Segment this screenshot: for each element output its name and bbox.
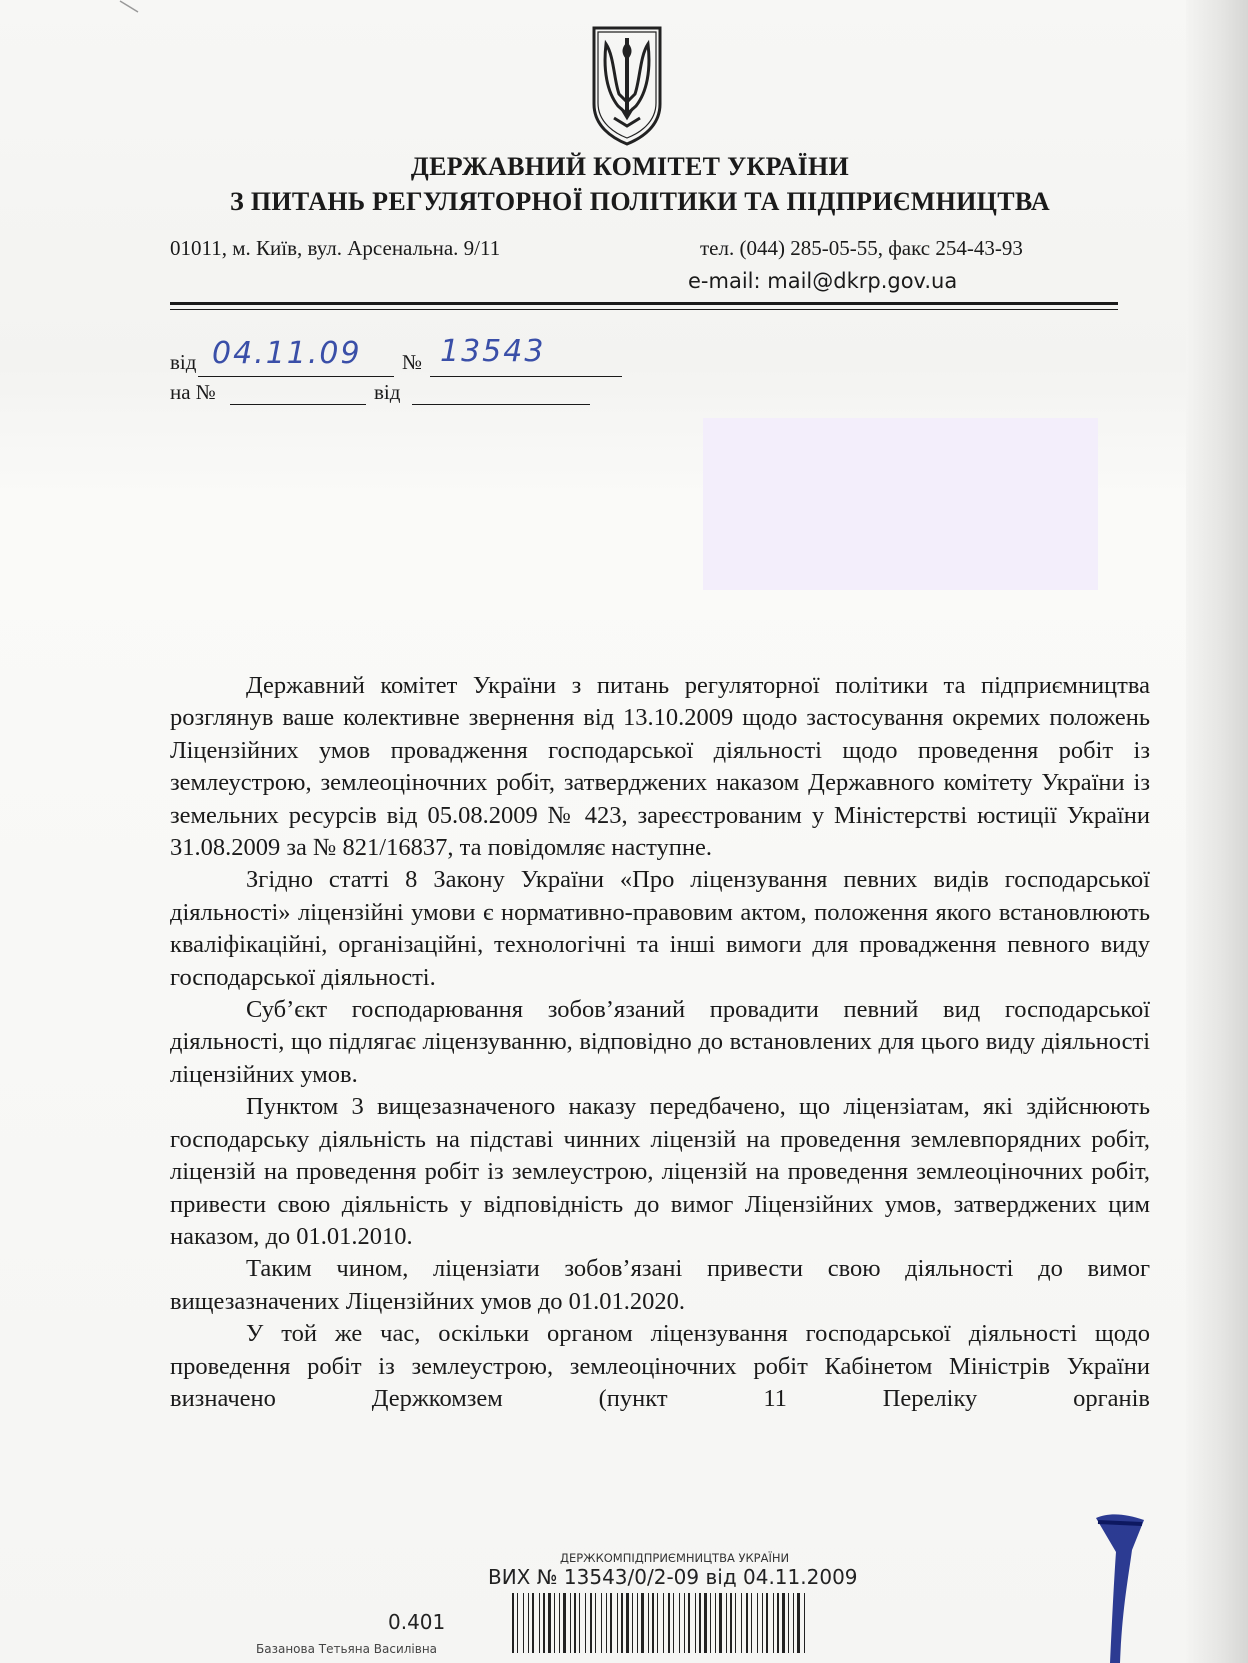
org-email: e-mail: mail@dkrp.gov.ua (688, 269, 958, 293)
org-phone-fax: тел. (044) 285-05-55, факс 254-43-93 (700, 236, 1023, 260)
body-paragraph-3: Суб’єкт господарювання зобов’язаний провадити певний вид господарської діяльності, що підлягає ліцензуванню, відповідно до встановлених для цього виду діяльності ліцензійних умов. (170, 996, 1150, 1088)
barcode-bar (652, 1593, 654, 1653)
barcode-bar (590, 1593, 592, 1653)
ink-smudge-mark (1092, 1510, 1148, 1663)
barcode-bar (617, 1593, 618, 1653)
reg-number-label: № (402, 350, 423, 374)
barcode-bar (585, 1593, 586, 1653)
barcode-bar (719, 1593, 722, 1653)
barcode-bar (595, 1593, 596, 1653)
barcode-bar (793, 1593, 794, 1653)
trident-emblem-icon (588, 22, 666, 147)
body-paragraph-4: Пунктом 3 вищезазначеного наказу передбачено, що ліцензіатам, які здійснюють господарську діяльність на підставі чинних ліцензій на проведення землевпорядних робіт, ліцензій на проведення робіт із землеустрою, ліцензій на проведення землеоціночних робіт, привести свою діяльність у відповідність до вимог Ліцензійних умов, затверджених цим наказом, до 01.01.2010. (170, 1093, 1150, 1250)
corner-scratch-mark (118, 0, 142, 14)
barcode-bar (637, 1593, 638, 1653)
reg-from-label: від (170, 350, 197, 374)
barcode-bar (684, 1593, 685, 1653)
barcode-bar (574, 1593, 576, 1653)
barcode-bar (570, 1593, 571, 1653)
reg-to-from-label: від (374, 380, 401, 404)
barcode-bar (517, 1593, 518, 1653)
barcode-bar (512, 1593, 514, 1653)
org-title-line1: ДЕРЖАВНИЙ КОМІТЕТ УКРАЇНИ (410, 152, 850, 181)
barcode-bar (735, 1593, 736, 1653)
barcode-bar (601, 1593, 602, 1653)
letter-body (170, 670, 1150, 1415)
barcode-bar (523, 1593, 524, 1653)
barcode-bar (746, 1593, 748, 1653)
barcode-bar (632, 1593, 633, 1653)
barcode-bar (563, 1593, 566, 1653)
header-divider-thin (170, 309, 1118, 310)
barcode-bar (528, 1593, 529, 1653)
barcode-bar (579, 1593, 580, 1653)
scan-edge-shadow (1186, 0, 1248, 1663)
barcode-bar (532, 1593, 534, 1653)
barcode-bar (782, 1593, 785, 1653)
barcode-bar (715, 1593, 716, 1653)
body-paragraph-1: Державний комітет України з питань регуляторної політики та підприємництва розглянув ваше колективне звернення від 13.10.2009 щодо застосування окремих положень Ліцензійних умов провадження господарської діяльності щодо проведення робіт із землеустрою, землеоціночних робіт, затверджених наказом Державного комітету України із земельних ресурсів від 05.08.2009 № 423, зареєстрованим у Міністерстві юстиції України 31.08.2009 за № 821/16837, та повідомляє наступне. (170, 672, 1150, 862)
barcode-bar (539, 1593, 540, 1653)
reg-to-number-label: на № (170, 380, 216, 404)
barcode-bar (726, 1593, 727, 1653)
barcode-bar (704, 1593, 707, 1653)
barcode-bar (648, 1593, 649, 1653)
reg-from-date-handwritten: 04.11.09 (212, 336, 362, 371)
barcode-bar (777, 1593, 779, 1653)
barcode-bar (751, 1593, 752, 1653)
barcode-bar (741, 1593, 742, 1653)
barcode-bar (757, 1593, 758, 1653)
body-paragraph-6: У той же час, оскільки органом ліцензування господарської діяльності щодо проведення робіт із землеустрою, землеоціночних робіт Кабінетом Міністрів України визначено Держкомзем (пункт 11 Переліку органів (170, 1320, 1150, 1412)
barcode-bar (688, 1593, 690, 1653)
barcode-bar (554, 1593, 555, 1653)
barcode-bar (788, 1593, 789, 1653)
body-paragraph-2: Згідно статті 8 Закону України «Про ліцензування певних видів господарської діяльності» ліцензійні умови є нормативно-правовим актом, положення якого встановлюють кваліфікаційні, організаційні, технологічні та інші вимоги для провадження певного виду господарської діяльності. (170, 866, 1150, 991)
outgoing-stamp-org: ДЕРЖКОМПІДПРИЄМНИЦТВА УКРАЇНИ (560, 1551, 790, 1565)
header-divider-thick (170, 302, 1118, 305)
barcode-icon (510, 1593, 812, 1653)
barcode-bar (695, 1593, 696, 1653)
barcode-bar (548, 1593, 551, 1653)
org-title-line2: З ПИТАНЬ РЕГУЛЯТОРНОЇ ПОЛІТИКИ ТА ПІДПРИЄМНИЦТВА (230, 187, 1050, 216)
barcode-bar (804, 1593, 805, 1653)
barcode-bar (606, 1593, 607, 1653)
barcode-bar (626, 1593, 629, 1653)
barcode-bar (679, 1593, 680, 1653)
reg-number-handwritten: 13543 (440, 334, 546, 369)
reg-to-from-underline (412, 404, 590, 405)
outgoing-stamp-number: ВИХ № 13543/0/2-09 від 04.11.2009 (488, 1565, 858, 1589)
barcode-bar (543, 1593, 545, 1653)
barcode-bar (730, 1593, 732, 1653)
executor-code: 0.401 (388, 1610, 446, 1634)
barcode-bar (610, 1593, 612, 1653)
barcode-bar (766, 1593, 768, 1653)
barcode-bar (673, 1593, 674, 1653)
reg-number-underline (430, 376, 622, 377)
barcode-bar (657, 1593, 658, 1653)
barcode-bar (797, 1593, 800, 1653)
barcode-bar (663, 1593, 664, 1653)
reg-from-underline (198, 376, 394, 377)
org-address: 01011, м. Київ, вул. Арсенальна. 9/11 (170, 236, 501, 260)
redacted-addressee-block (703, 418, 1098, 590)
barcode-bar (641, 1593, 644, 1653)
barcode-bar (621, 1593, 623, 1653)
barcode-bar (773, 1593, 774, 1653)
barcode-bar (710, 1593, 711, 1653)
reg-to-number-underline (230, 404, 366, 405)
barcode-bar (668, 1593, 670, 1653)
barcode-bar (762, 1593, 763, 1653)
body-paragraph-5: Таким чином, ліцензіати зобов’язані привести свою діяльності до вимог вищезазначених Ліцензійних умов до 01.01.2020. (170, 1255, 1150, 1315)
barcode-bar (559, 1593, 560, 1653)
executor-name: Базанова Тетьяна Василівна (256, 1642, 438, 1656)
barcode-bar (699, 1593, 701, 1653)
